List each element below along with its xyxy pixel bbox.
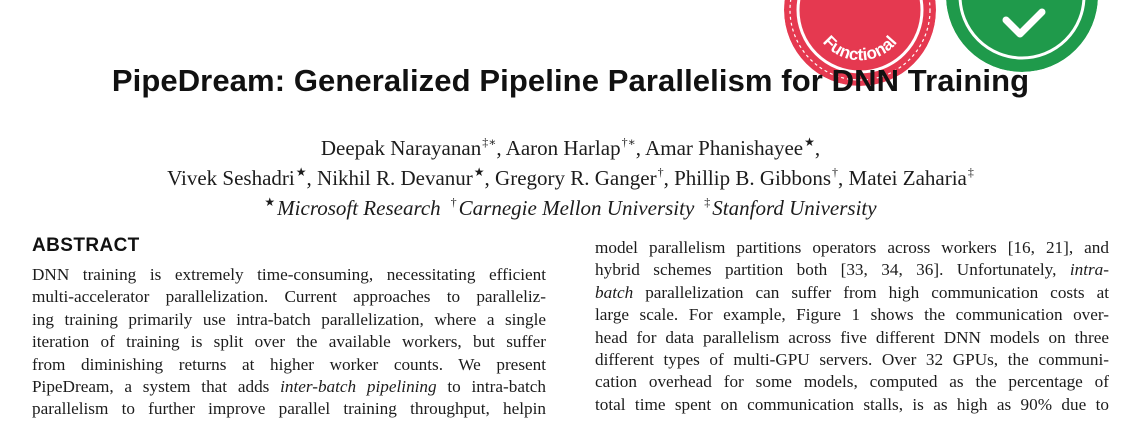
affiliation-name: Carnegie Mellon University	[458, 196, 695, 220]
text-line	[32, 354, 546, 376]
affiliation-mark: †	[450, 195, 457, 209]
author-name: Deepak Narayanan	[320, 136, 482, 160]
text-line	[32, 286, 546, 308]
text-line	[32, 398, 546, 420]
text-line	[595, 371, 1109, 393]
text-line	[32, 264, 546, 286]
artifact-available-badge	[946, 0, 1098, 72]
author-affiliation-mark: ‡∗	[482, 135, 497, 149]
badge-label: Functional	[819, 31, 901, 65]
text-line	[32, 331, 546, 353]
text-segment: large scale. For example, Figure 1 shows the communication over-	[595, 305, 1109, 325]
emphasis-text: intra-	[1069, 260, 1109, 280]
text-segment: parallelism to further improve parallel training throughput, helpin	[32, 399, 546, 419]
text-segment: PipeDream, a system that adds	[32, 376, 281, 396]
text-segment: to intra-batch	[436, 376, 546, 396]
author-affiliation-mark: †	[832, 165, 839, 179]
author-name: , Matei Zaharia	[838, 166, 967, 190]
text-line	[595, 237, 1109, 259]
author-name: , Phillip B. Gibbons	[663, 166, 832, 190]
author-name: , Aaron Harlap	[496, 136, 621, 160]
text-segment: ing training primarily use intra-batch parallelization, where a single	[32, 309, 546, 329]
text-line	[595, 282, 1109, 304]
text-line	[32, 309, 546, 331]
abstract-heading: ABSTRACT	[32, 235, 140, 256]
text-line	[595, 327, 1109, 349]
text-segment: iteration of training is split over the available workers, but suffer	[32, 332, 546, 352]
affiliation-name: Stanford University	[712, 196, 877, 220]
emphasis-text: batch	[595, 282, 634, 302]
text-segment: parallelization can suffer from high communication costs at	[633, 282, 1109, 302]
text-line	[595, 394, 1109, 416]
author-affiliation-mark: ‡	[967, 165, 974, 179]
text-line	[595, 259, 1109, 281]
author-affiliation-mark: ★	[804, 135, 815, 149]
author-affiliation-mark: †	[657, 165, 664, 179]
author-name: , Nikhil R. Devanur	[306, 166, 473, 190]
text-line	[595, 304, 1109, 326]
text-segment: total time spent on communication stalls, is as high as 90% due to	[595, 394, 1109, 414]
text-segment: from diminishing returns at higher worker counts. We present	[32, 354, 546, 374]
text-line	[595, 349, 1109, 371]
author-affiliation-mark: ★	[473, 165, 485, 179]
introduction-text	[595, 237, 1109, 416]
affiliations	[0, 187, 1141, 223]
author-affiliation-mark: †∗	[621, 135, 636, 149]
text-segment: multi-accelerator parallelization. Current approaches to paralleliz-	[32, 287, 546, 307]
author-name: , Gregory R. Ganger	[484, 166, 657, 190]
affiliation-mark: ‡	[704, 195, 711, 209]
text-line	[32, 376, 546, 398]
affiliation-mark: ★	[264, 195, 276, 209]
text-segment: hybrid schemes partition both [33, 34, 36]. Unfortunately,	[595, 260, 1070, 280]
author-name: ,	[814, 136, 821, 160]
author-affiliation-mark: ★	[295, 165, 307, 179]
emphasis-text: inter-batch pipelining	[280, 376, 437, 396]
text-segment: model parallelism partitions operators across workers [16, 21], and	[595, 238, 1109, 257]
author-name: , Amar Phanishayee	[635, 136, 804, 160]
paper-title: PipeDream: Generalized Pipeline Parallelism for DNN Training	[111, 63, 1030, 98]
abstract-text	[32, 264, 546, 421]
text-segment: different types of multi-GPU servers. Over 32 GPUs, the communi-	[595, 349, 1109, 369]
text-segment: DNN training is extremely time-consuming, necessitating efficient	[32, 265, 546, 284]
affiliation-name: Microsoft Research	[277, 196, 441, 220]
text-segment: cation overhead for some models, computed as the percentage of	[595, 372, 1109, 392]
text-segment: head for data parallelism across five different DNN models on three	[595, 327, 1109, 347]
author-name: Vivek Seshadri	[167, 166, 295, 190]
